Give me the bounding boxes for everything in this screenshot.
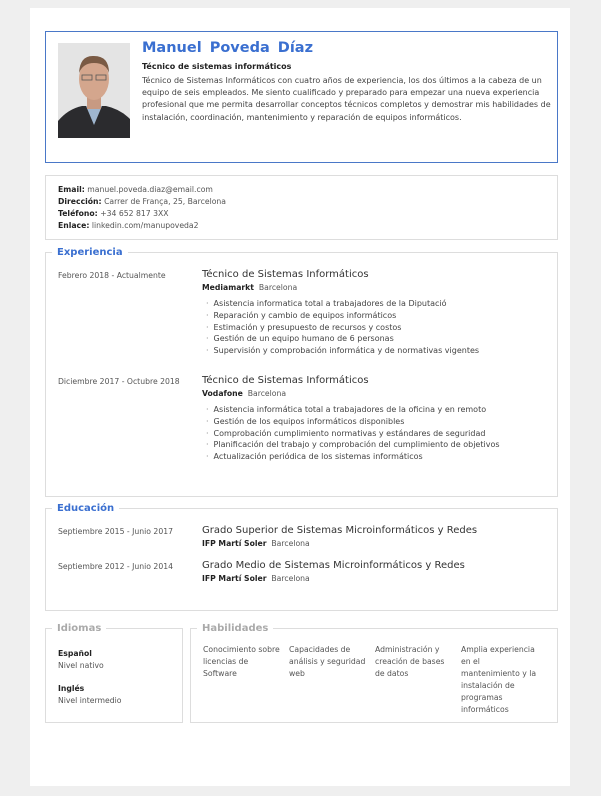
entry-date: Septiembre 2012 - Junio 2014: [58, 562, 173, 571]
skill-item: Administración y creación de bases de datos: [375, 645, 445, 678]
education-entry: [58, 525, 557, 548]
task-item: · Gestión de un equipo humano de 6 personas: [206, 333, 479, 345]
skills-section: [190, 623, 558, 723]
entry-role: Técnico de Sistemas Informáticos: [202, 374, 369, 386]
entry-company: Vodafone: [202, 388, 243, 398]
profile-summary: Técnico de Sistemas Informáticos con cuatro años de experiencia, los dos últimos a la cabeza de un equipo de seis empleados. Me siento cualificado y preparado para empezar una nueva experiencia profesional que me permita desarrollar conceptos técnicos completos y demostrar mis habilidades de instalación, coordinación, mantenimiento y reparación de equipos informáticos.: [142, 76, 551, 122]
entry-location: Barcelona: [258, 283, 298, 292]
task-item: · Estimación y presupuesto de recursos y costos: [206, 322, 479, 334]
link-value[interactable]: linkedin.com/manupoveda2: [91, 221, 199, 230]
task-item: · Comprobación cumplimiento normativas y estándares de seguridad: [206, 428, 500, 440]
entry-location: Barcelona: [271, 539, 310, 548]
entry-date: Septiembre 2015 - Junio 2017: [58, 527, 173, 536]
profile-photo: [58, 43, 130, 138]
phone-value: +34 652 817 3XX: [100, 209, 169, 218]
task-item: · Actualización periódica de los sistemas informáticos: [206, 451, 500, 463]
entry-location: Barcelona: [247, 388, 287, 398]
link-label: Enlace:: [58, 221, 90, 230]
task-item: · Supervisión y comprobación informática y de normativas vigentes: [206, 345, 479, 357]
entry-company: Mediamarkt: [202, 283, 254, 292]
language-level: Nivel intermedio: [58, 695, 122, 705]
contact-link: [58, 220, 545, 232]
language-level: Nivel nativo: [58, 660, 104, 670]
entry-degree: Grado Medio de Sistemas Microinformáticos y Redes: [202, 560, 465, 571]
entry-school: IFP Martí Soler: [202, 539, 267, 548]
task-item: · Asistencia informática total a trabajadores de la oficina y en remoto: [206, 404, 500, 416]
skills-list: [203, 644, 557, 716]
task-item: · Asistencia informatica total a trabajadores de la Diputació: [206, 298, 479, 310]
skill-item: Capacidades de análisis y seguridad web: [289, 645, 366, 678]
entry-date: Febrero 2018 - Actualmente: [58, 271, 166, 280]
task-item: · Gestión de los equipos informáticos disponibles: [206, 416, 500, 428]
languages-heading: Idiomas: [57, 623, 102, 634]
email-label: Email:: [58, 185, 85, 194]
contact-email: [58, 184, 545, 196]
language-item: [58, 683, 182, 706]
contact-address: [58, 196, 545, 208]
skills-heading: Habilidades: [202, 623, 269, 634]
contact-phone: [58, 208, 545, 220]
language-item: [58, 648, 182, 671]
education-section: [45, 503, 558, 611]
candidate-name: Manuel Poveda Díaz: [142, 40, 314, 56]
address-value: Carrer de França, 25, Barcelona: [104, 197, 226, 206]
task-item: · Planificación del trabajo y comprobación del cumplimiento de objetivos: [206, 439, 500, 451]
entry-degree: Grado Superior de Sistemas Microinformáticos y Redes: [202, 525, 478, 536]
experience-entry: [58, 375, 557, 463]
task-list: [206, 298, 479, 357]
education-heading: Educación: [57, 503, 115, 514]
entry-role: Técnico de Sistemas Informáticos: [202, 269, 369, 280]
languages-section: [45, 623, 183, 723]
experience-section: [45, 247, 558, 497]
email-value[interactable]: manuel.poveda.diaz@email.com: [87, 185, 213, 194]
resume-header: [45, 31, 558, 163]
entry-location: Barcelona: [271, 574, 310, 583]
experience-heading: Experiencia: [57, 247, 123, 258]
resume-page: [30, 8, 570, 786]
language-name: Inglés: [58, 684, 85, 693]
address-label: Dirección:: [58, 197, 102, 206]
experience-entry: [58, 269, 557, 357]
candidate-title: Técnico de sistemas informáticos: [142, 62, 292, 71]
entry-date: Diciembre 2017 - Octubre 2018: [58, 376, 180, 386]
education-entry: [58, 560, 557, 583]
phone-label: Teléfono:: [58, 209, 98, 218]
skill-item: Conocimiento sobre licencias de Software: [203, 645, 280, 678]
entry-school: IFP Martí Soler: [202, 574, 267, 583]
task-item: · Reparación y cambio de equipos informáticos: [206, 310, 479, 322]
language-name: Español: [58, 649, 92, 658]
contact-info: [45, 175, 558, 240]
skill-item: Amplia experiencia en el mantenimiento y la instalación de programas informáticos: [461, 645, 537, 714]
task-list: [206, 404, 500, 463]
